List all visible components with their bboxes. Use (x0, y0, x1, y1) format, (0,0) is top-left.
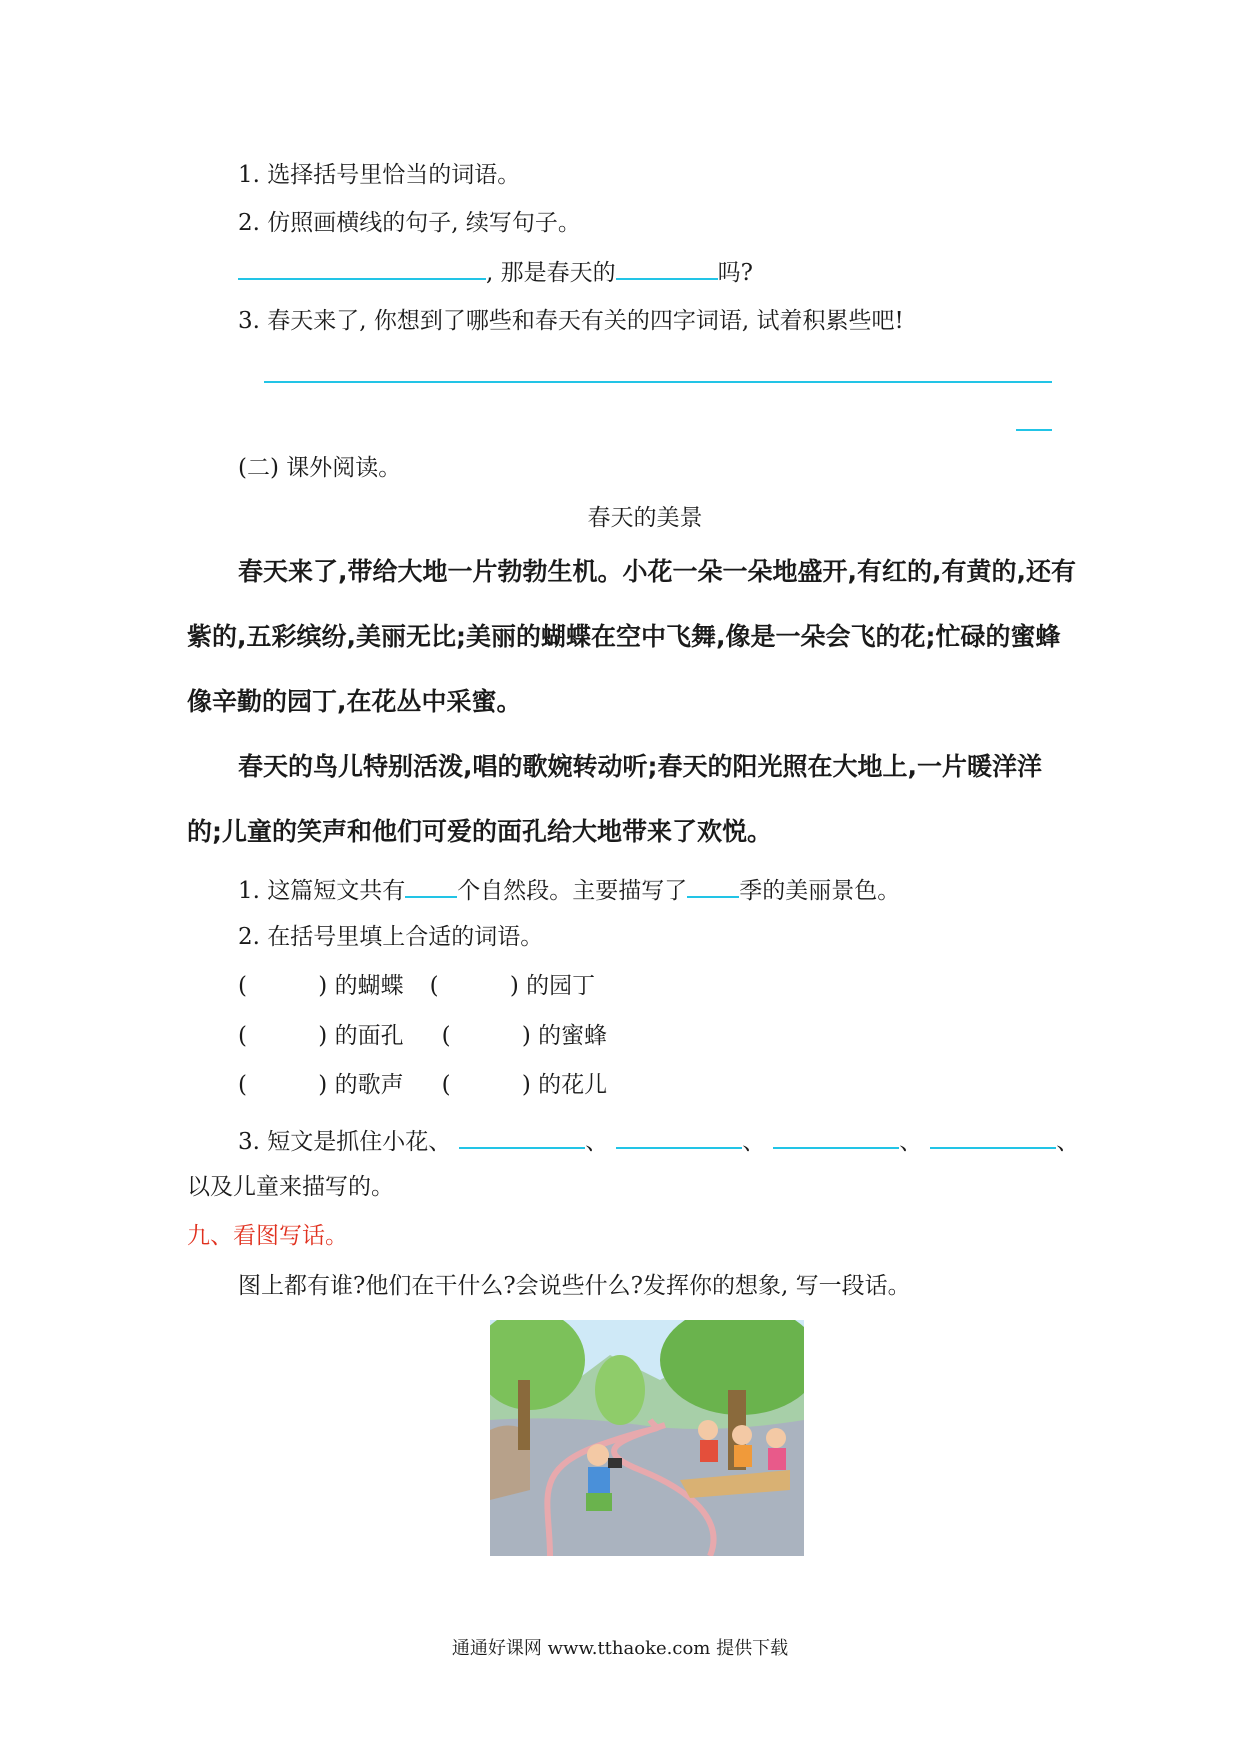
fill-row (238, 1070, 607, 1100)
passage-line: 的;儿童的笑声和他们可爱的面孔给大地带来了欢悦。 (187, 817, 772, 846)
question-2: 2. 仿照画横线的句子, 续写句子。 (238, 210, 581, 236)
answer-blank[interactable] (773, 1125, 899, 1149)
passage-line: 春天来了,带给大地一片勃勃生机。小花一朵一朵地盛开,有红的,有黄的,还有 (238, 557, 1076, 586)
q1-text-c: 季的美丽景色。 (739, 878, 901, 904)
passage-line: 春天的鸟儿特别活泼,唱的歌婉转动听;春天的阳光照在大地上,一片暖洋洋 (238, 752, 1042, 781)
separator: 、 (585, 1129, 609, 1155)
fill-word: ) 的花儿 (521, 1072, 608, 1098)
fill-row (238, 1021, 607, 1051)
q3-text-a: 3. 短文是抓住小花、 (238, 1129, 452, 1155)
fill-word: ) 的歌声 (318, 1072, 404, 1098)
bracket-open: ( (441, 1023, 458, 1049)
answer-blank[interactable] (616, 1125, 742, 1149)
separator: 、 (742, 1129, 766, 1155)
fill-word: ) 的面孔 (318, 1023, 404, 1049)
answer-blank[interactable] (616, 256, 718, 280)
bracket-open: ( (429, 973, 446, 999)
footer-source: 通通好课网 www.tthaoke.com 提供下载 (451, 1638, 789, 1659)
answer-line[interactable] (264, 381, 1052, 383)
answer-blank[interactable] (459, 1125, 585, 1149)
fill-word: ) 的蝴蝶 (318, 973, 404, 999)
separator: 、 (1056, 1129, 1080, 1155)
question-2-middle-text: , 那是春天的 (486, 260, 616, 286)
q1-text-a: 1. 这篇短文共有 (238, 878, 406, 904)
reading-question-3 (238, 1125, 1079, 1157)
passage-line: 紫的,五彩缤纷,美丽无比;美丽的蝴蝶在空中飞舞,像是一朵会飞的花;忙碌的蜜蜂 (187, 622, 1061, 651)
question-2-end-text: 吗? (717, 260, 753, 286)
reading-question-3-cont: 以及儿童来描写的。 (187, 1174, 394, 1200)
separator: 、 (899, 1129, 923, 1155)
fill-row (238, 971, 595, 1001)
reading-question-1 (238, 874, 900, 906)
q1-text-b: 个自然段。主要描写了 (457, 878, 688, 904)
section-heading: (二) 课外阅读。 (238, 455, 402, 481)
illustration-svg (490, 1320, 804, 1556)
answer-blank[interactable] (687, 874, 739, 898)
bracket-open: ( (238, 973, 255, 999)
fill-word: ) 的蜜蜂 (521, 1023, 608, 1049)
picture-writing-prompt: 图上都有谁?他们在干什么?会说些什么?发挥你的想象, 写一段话。 (238, 1273, 911, 1299)
answer-blank[interactable] (405, 874, 457, 898)
passage-title: 春天的美景 (587, 505, 703, 531)
spring-scene-illustration (490, 1320, 804, 1556)
bracket-open: ( (238, 1072, 255, 1098)
answer-line-end[interactable] (1016, 429, 1052, 431)
bracket-open: ( (238, 1023, 255, 1049)
question-1: 1. 选择括号里恰当的词语。 (238, 162, 521, 188)
bracket-open: ( (441, 1072, 458, 1098)
answer-blank[interactable] (930, 1125, 1056, 1149)
passage-line: 像辛勤的园丁,在花丛中采蜜。 (187, 687, 522, 716)
fill-word: ) 的园丁 (509, 973, 596, 999)
answer-blank[interactable] (238, 256, 486, 280)
section-nine-heading: 九、看图写话。 (187, 1223, 348, 1249)
question-2-answer-line (238, 256, 753, 288)
question-3: 3. 春天来了, 你想到了哪些和春天有关的四字词语, 试着积累些吧! (238, 308, 904, 334)
reading-question-2: 2. 在括号里填上合适的词语。 (238, 924, 544, 950)
